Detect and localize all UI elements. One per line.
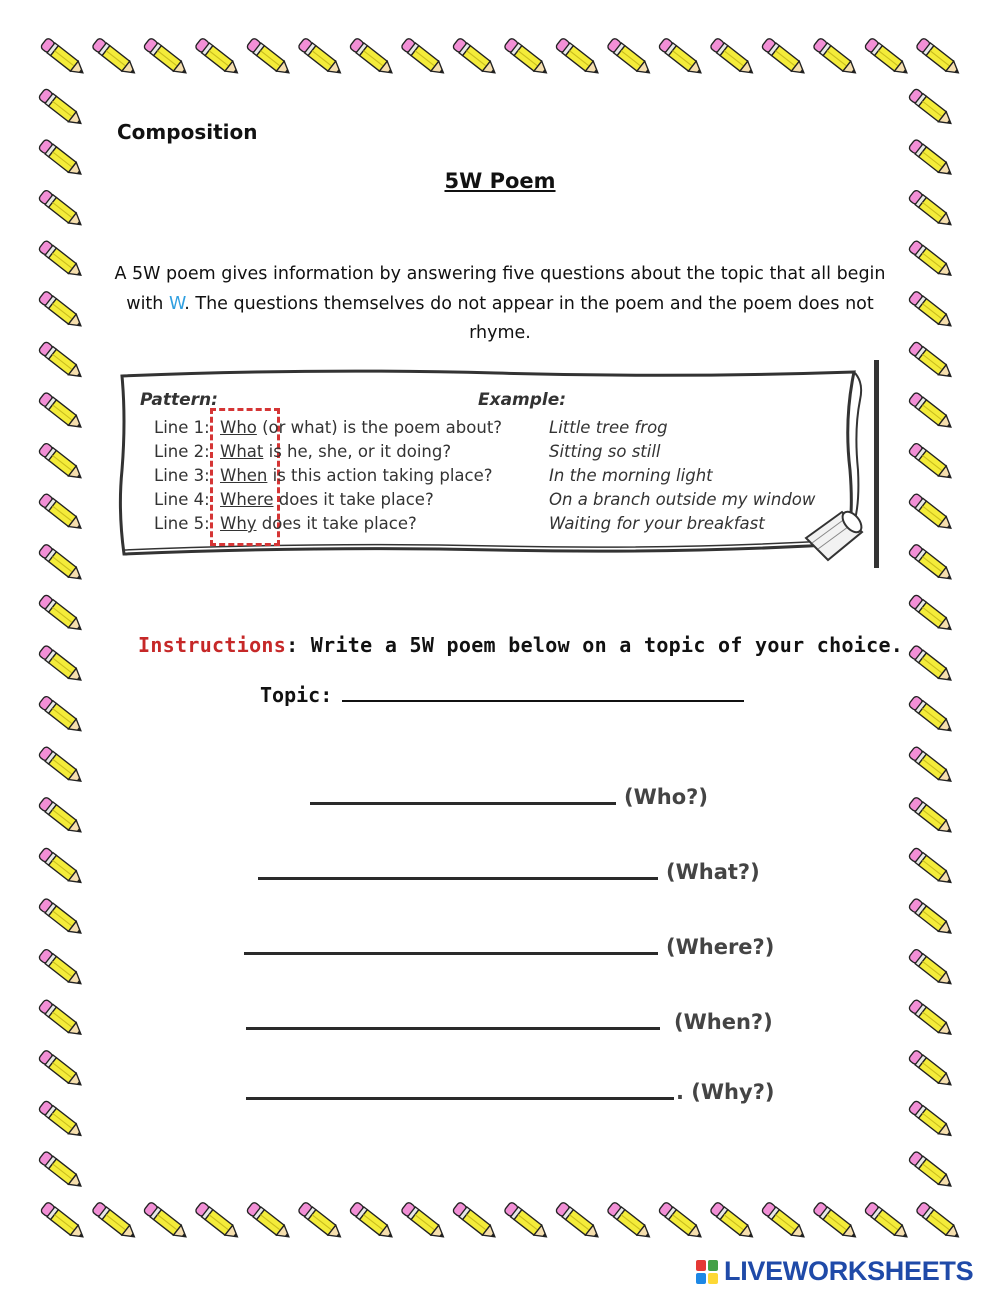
pattern-text: does it take place? [256, 514, 417, 533]
topic-label: Topic: [260, 683, 333, 707]
pattern-line-5 [154, 514, 417, 533]
pencil-icon [812, 37, 859, 77]
what-question-label: (What?) [666, 860, 760, 884]
pencil-icon [658, 37, 705, 77]
where-question-label: (Where?) [666, 935, 775, 959]
example-heading: Example: [478, 390, 567, 410]
pencil-icon [38, 746, 85, 786]
example-line-2: Sitting so still [549, 442, 661, 461]
logo-cell [696, 1273, 706, 1284]
pencil-icon [864, 37, 911, 77]
pencil-icon [908, 189, 955, 229]
pencil-icon [246, 1201, 293, 1241]
intro-w-letter: W [168, 293, 185, 314]
pencil-icon [908, 594, 955, 634]
pencil-icon [555, 1201, 602, 1241]
pencil-icon [349, 37, 396, 77]
pencil-icon [908, 948, 955, 988]
pencil-icon [709, 37, 756, 77]
intro-text-start: A 5W poem gives information by answering five questions about the topic that all begin with [114, 264, 886, 314]
pencil-icon [38, 948, 85, 988]
pencil-icon [812, 1201, 859, 1241]
pencil-icon [452, 1201, 499, 1241]
pencil-icon [915, 37, 962, 77]
pencil-icon [908, 847, 955, 887]
line-label: Line 5: [154, 514, 210, 533]
pattern-text: is this action taking place? [267, 466, 493, 485]
pencil-icon [400, 37, 447, 77]
pencil-icon [194, 37, 241, 77]
logo-cell [708, 1273, 718, 1284]
pattern-example-scroll [116, 360, 884, 568]
example-line-3: In the morning light [549, 466, 713, 485]
who-answer-input[interactable] [310, 770, 616, 805]
pencil-icon [908, 1151, 955, 1191]
line-label: Line 2: [154, 442, 210, 461]
example-line-4: On a branch outside my window [549, 490, 816, 509]
why-answer-input[interactable] [246, 1065, 674, 1100]
pencil-icon [709, 1201, 756, 1241]
pencil-icon [38, 392, 85, 432]
pencil-icon [658, 1201, 705, 1241]
page-title: 5W Poem [444, 169, 556, 193]
line-label: Line 1: [154, 418, 210, 437]
pattern-text: does it take place? [273, 490, 434, 509]
pencil-icon [908, 392, 955, 432]
pattern-text: is he, she, or it doing? [263, 442, 452, 461]
answer-row-where [244, 920, 775, 959]
question-word: Why [220, 514, 257, 533]
answer-row-when [246, 995, 773, 1034]
pattern-text: (or what) is the poem about? [256, 418, 503, 437]
pencil-icon [38, 1100, 85, 1140]
pencil-icon [555, 37, 602, 77]
pencil-icon [400, 1201, 447, 1241]
answer-row-what [258, 845, 760, 884]
pencil-icon [38, 493, 85, 533]
pencil-icon [915, 1201, 962, 1241]
question-word: What [220, 442, 264, 461]
logo-cell [708, 1260, 718, 1271]
line-label: Line 3: [154, 466, 210, 485]
pencil-icon [40, 1201, 87, 1241]
pencil-icon [908, 695, 955, 735]
topic-row [260, 680, 744, 707]
liveworksheets-brand [696, 1256, 973, 1287]
pencil-icon [38, 1151, 85, 1191]
pencil-icon [297, 1201, 344, 1241]
pencil-icon [143, 37, 190, 77]
logo-cell [696, 1260, 706, 1271]
pencil-icon [38, 290, 85, 330]
pencil-icon [38, 1049, 85, 1089]
pencil-icon [908, 493, 955, 533]
pattern-line-3 [154, 466, 493, 485]
pencil-icon [91, 1201, 138, 1241]
pencil-icon [908, 746, 955, 786]
pencil-icon [38, 341, 85, 381]
pencil-icon [908, 442, 955, 482]
pencil-icon [908, 898, 955, 938]
when-answer-input[interactable] [246, 995, 660, 1030]
pencil-icon [38, 189, 85, 229]
pencil-icon [38, 847, 85, 887]
instructions-text: : Write a 5W poem below on a topic of your choice. [286, 633, 904, 657]
pencil-icon [143, 1201, 190, 1241]
where-answer-input[interactable] [244, 920, 658, 955]
pencil-icon [38, 88, 85, 128]
pencil-icon [908, 1100, 955, 1140]
intro-text-end: . The questions themselves do not appear in the poem and the poem does not rhyme. [184, 293, 874, 343]
pencil-icon [38, 695, 85, 735]
pattern-line-2 [154, 442, 451, 461]
example-line-5: Waiting for your breakfast [549, 514, 765, 533]
pattern-line-1 [154, 418, 502, 437]
pencil-icon [606, 1201, 653, 1241]
pencil-icon [349, 1201, 396, 1241]
instructions [138, 633, 903, 657]
pencil-icon [864, 1201, 911, 1241]
pencil-icon [908, 341, 955, 381]
pencil-icon [761, 1201, 808, 1241]
pattern-heading: Pattern: [140, 390, 218, 410]
pencil-icon [38, 543, 85, 583]
pencil-icon [908, 796, 955, 836]
topic-blank[interactable] [342, 680, 744, 702]
who-question-label: (Who?) [624, 785, 708, 809]
pencil-icon [38, 442, 85, 482]
pencil-icon [40, 37, 87, 77]
pencil-icon [908, 999, 955, 1039]
what-answer-input[interactable] [258, 845, 658, 880]
answer-row-who [310, 770, 708, 809]
pencil-icon [91, 37, 138, 77]
answer-row-why [246, 1065, 775, 1104]
line-label: Line 4: [154, 490, 210, 509]
pencil-icon [38, 898, 85, 938]
pencil-icon [606, 37, 653, 77]
question-word: Who [220, 418, 257, 437]
brand-name: LIVEWORKSHEETS [724, 1256, 974, 1286]
intro-paragraph [110, 260, 890, 349]
pencil-icon [38, 796, 85, 836]
pencil-icon [761, 37, 808, 77]
pencil-icon [38, 999, 85, 1039]
pencil-icon [908, 645, 955, 685]
pattern-line-4 [154, 490, 434, 509]
instructions-label: Instructions [138, 633, 287, 657]
pencil-icon [194, 1201, 241, 1241]
example-line-1: Little tree frog [549, 418, 668, 437]
pencil-icon [38, 594, 85, 634]
pencil-icon [452, 37, 499, 77]
when-question-label: (When?) [674, 1010, 773, 1034]
pencil-icon [908, 88, 955, 128]
pencil-icon [908, 1049, 955, 1089]
question-word: Where [220, 490, 274, 509]
pencil-icon [908, 240, 955, 280]
pencil-icon [503, 1201, 550, 1241]
why-question-label: . (Why?) [676, 1080, 775, 1104]
liveworksheets-logo-icon [696, 1260, 718, 1284]
pencil-icon [908, 290, 955, 330]
pencil-icon [503, 37, 550, 77]
pencil-icon [38, 645, 85, 685]
pencil-icon [908, 543, 955, 583]
question-word: When [220, 466, 268, 485]
pencil-icon [246, 37, 293, 77]
pencil-icon [38, 240, 85, 280]
pencil-icon [297, 37, 344, 77]
section-label: Composition [117, 120, 258, 144]
